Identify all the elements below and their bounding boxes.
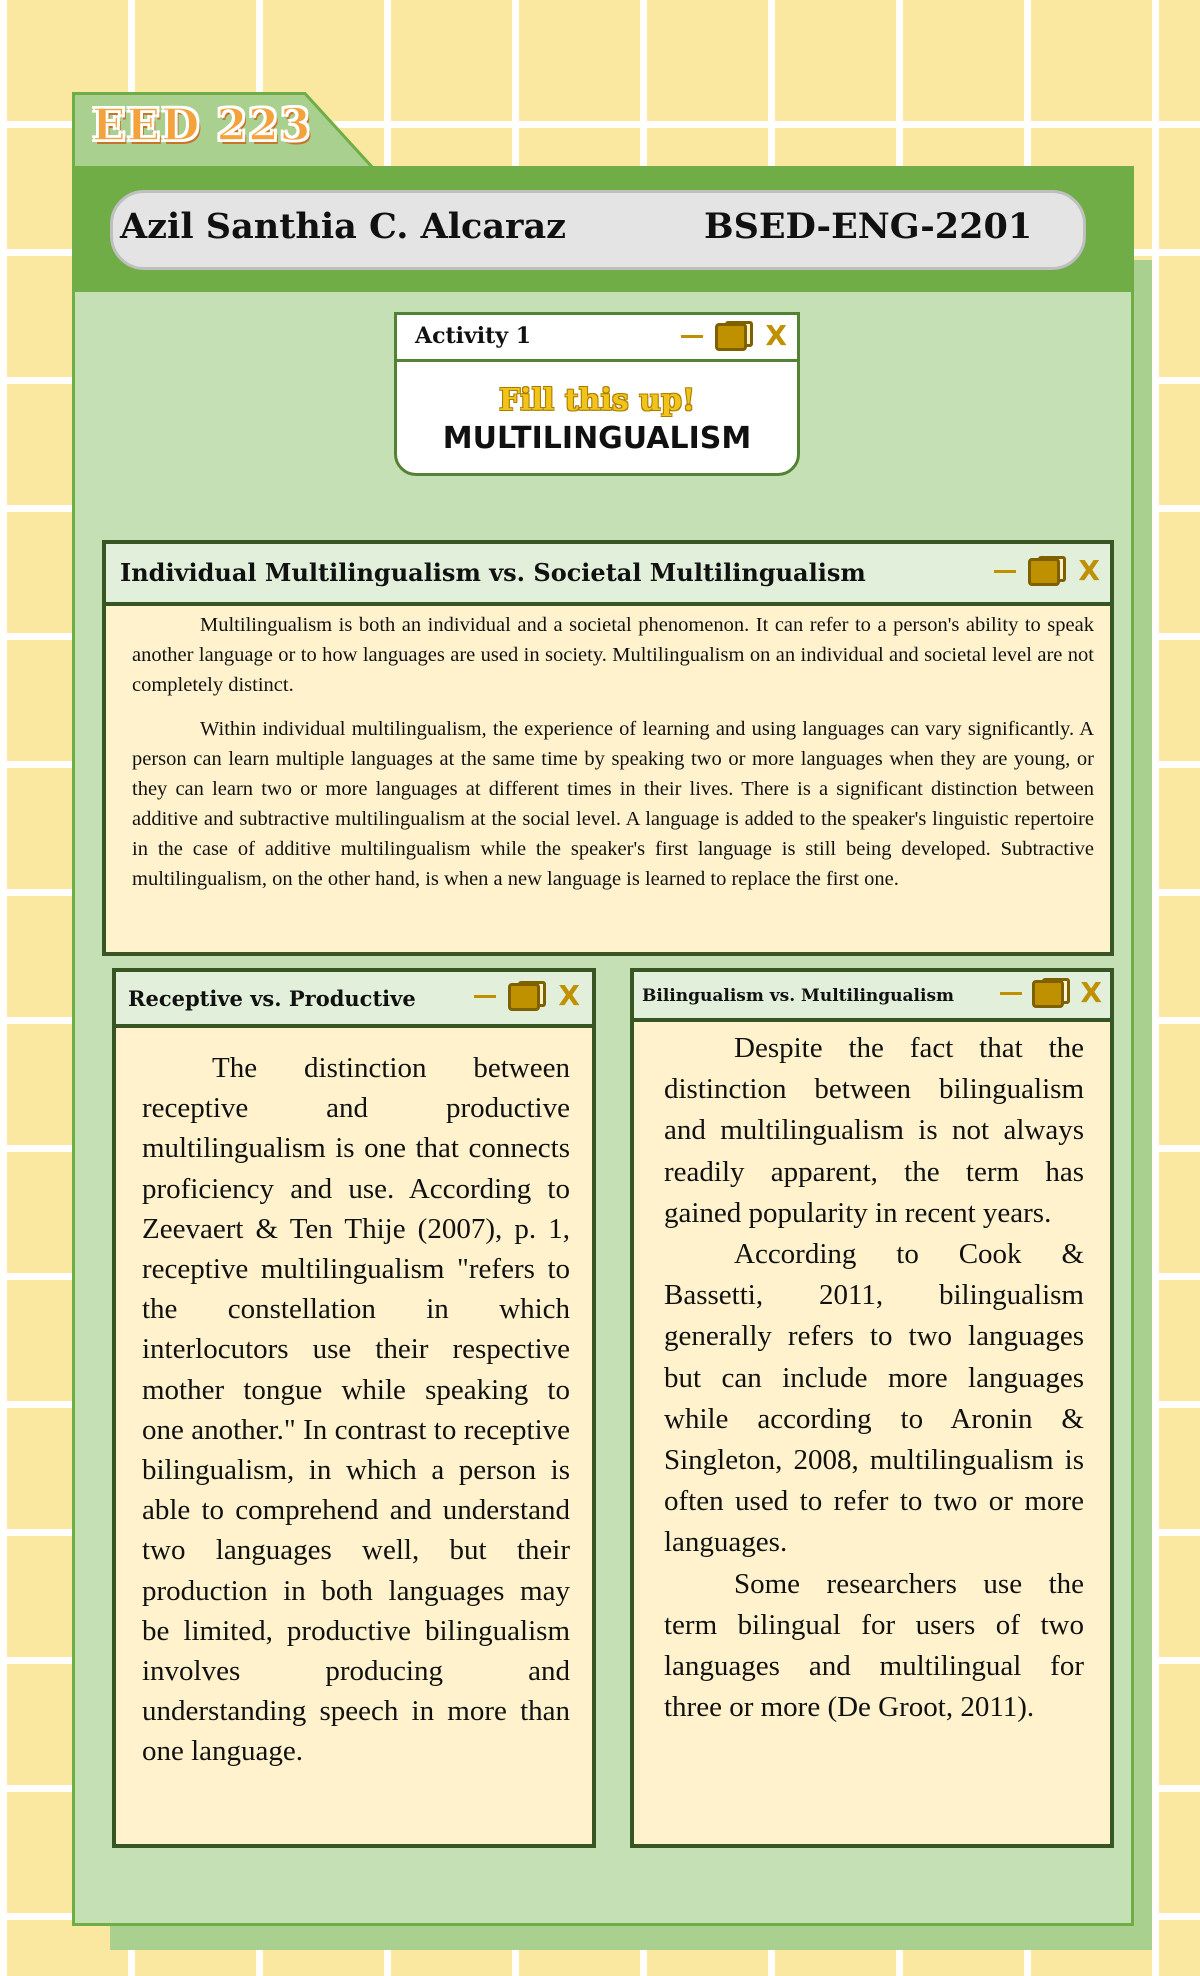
minimize-icon[interactable] [994, 570, 1016, 573]
individual-societal-title-bar [106, 544, 1110, 606]
individual-societal-title: Individual Multilingualism vs. Societal Multilingualism [120, 558, 866, 587]
activity-label: Activity 1 [415, 323, 532, 349]
minimize-icon[interactable] [474, 995, 496, 998]
window-controls [474, 981, 580, 1011]
restore-icon[interactable] [715, 321, 753, 351]
receptive-productive-text [142, 1048, 570, 1772]
receptive-productive-title: Receptive vs. Productive [128, 986, 416, 1011]
activity-title-bar [397, 315, 797, 362]
window-controls [681, 321, 787, 351]
close-icon[interactable]: X [1078, 554, 1100, 587]
window-controls [994, 556, 1100, 586]
individual-societal-text [132, 610, 1094, 908]
course-code: EED 223 [92, 100, 312, 151]
bilingualism-multilingualism-title: Bilingualism vs. Multilingualism [642, 986, 955, 1006]
activity-instruction: Fill this up! [498, 383, 696, 418]
close-icon[interactable]: X [765, 319, 787, 352]
bilingualism-multilingualism-text [664, 1028, 1084, 1728]
student-section: BSED-ENG-2201 [704, 206, 1033, 247]
minimize-icon[interactable] [1000, 992, 1022, 995]
activity-window [394, 312, 800, 476]
paragraph: According to Cook & Bassetti, 2011, bilingualism generally refers to two languages but can include more languages while according to Aronin & Singleton, 2008, multilingualism is often used to refer to two or more languages. [664, 1238, 1084, 1559]
paragraph: Within individual multilingualism, the experience of learning and using languages can vary significantly. A person can learn multiple languages at the same time by speaking two or more languages when they are young, or they can learn two or more languages at different times in their lives. There is a significant distinction between additive and subtractive multilingualism at the social level. A language is added to the speaker's linguistic repertoire in the case of additive multilingualism while the speaker's first language is still being developed. Subtractive multilingualism, on the other hand, is when a new language is learned to replace the first one. [132, 718, 1094, 890]
minimize-icon[interactable] [681, 335, 703, 338]
paragraph: Some researchers use the term bilingual for users of two languages and multilingual for three or more (De Groot, 2011). [664, 1567, 1084, 1724]
close-icon[interactable]: X [558, 979, 580, 1012]
restore-icon[interactable] [1028, 556, 1066, 586]
restore-icon[interactable] [1032, 978, 1070, 1008]
bilingualism-multilingualism-title-bar [634, 972, 1110, 1022]
restore-icon[interactable] [508, 981, 546, 1011]
receptive-productive-title-bar [116, 972, 592, 1028]
individual-societal-window [102, 540, 1114, 956]
paragraph: The distinction between receptive and productive multilingualism is one that connects proficiency and use. According to Zeevaert & Ten Thije (2007), p. 1, receptive multilingualism "refers to the constellation in which interlocutors use their respective mother tongue while speaking to one another." In contrast to receptive bilingualism, in which a person is able to comprehend and understand two languages well, but their production in both languages may be limited, productive bilingualism involves producing and understanding speech in more than one language. [142, 1052, 570, 1768]
topic-title: MULTILINGUALISM [442, 421, 752, 456]
bilingualism-multilingualism-window [630, 968, 1114, 1848]
close-icon[interactable]: X [1080, 976, 1102, 1009]
paragraph: Multilingualism is both an individual and a societal phenomenon. It can refer to a person's ability to speak another language or to how languages are used in society. Multilingualism on an individual and societal level are not completely distinct. [132, 614, 1094, 696]
receptive-productive-window [112, 968, 596, 1848]
student-name: Azil Santhia C. Alcaraz [120, 206, 567, 247]
paragraph: Despite the fact that the distinction between bilingualism and multilingualism is not always readily apparent, the term has gained popularity in recent years. [664, 1032, 1084, 1229]
window-controls [1000, 978, 1102, 1008]
